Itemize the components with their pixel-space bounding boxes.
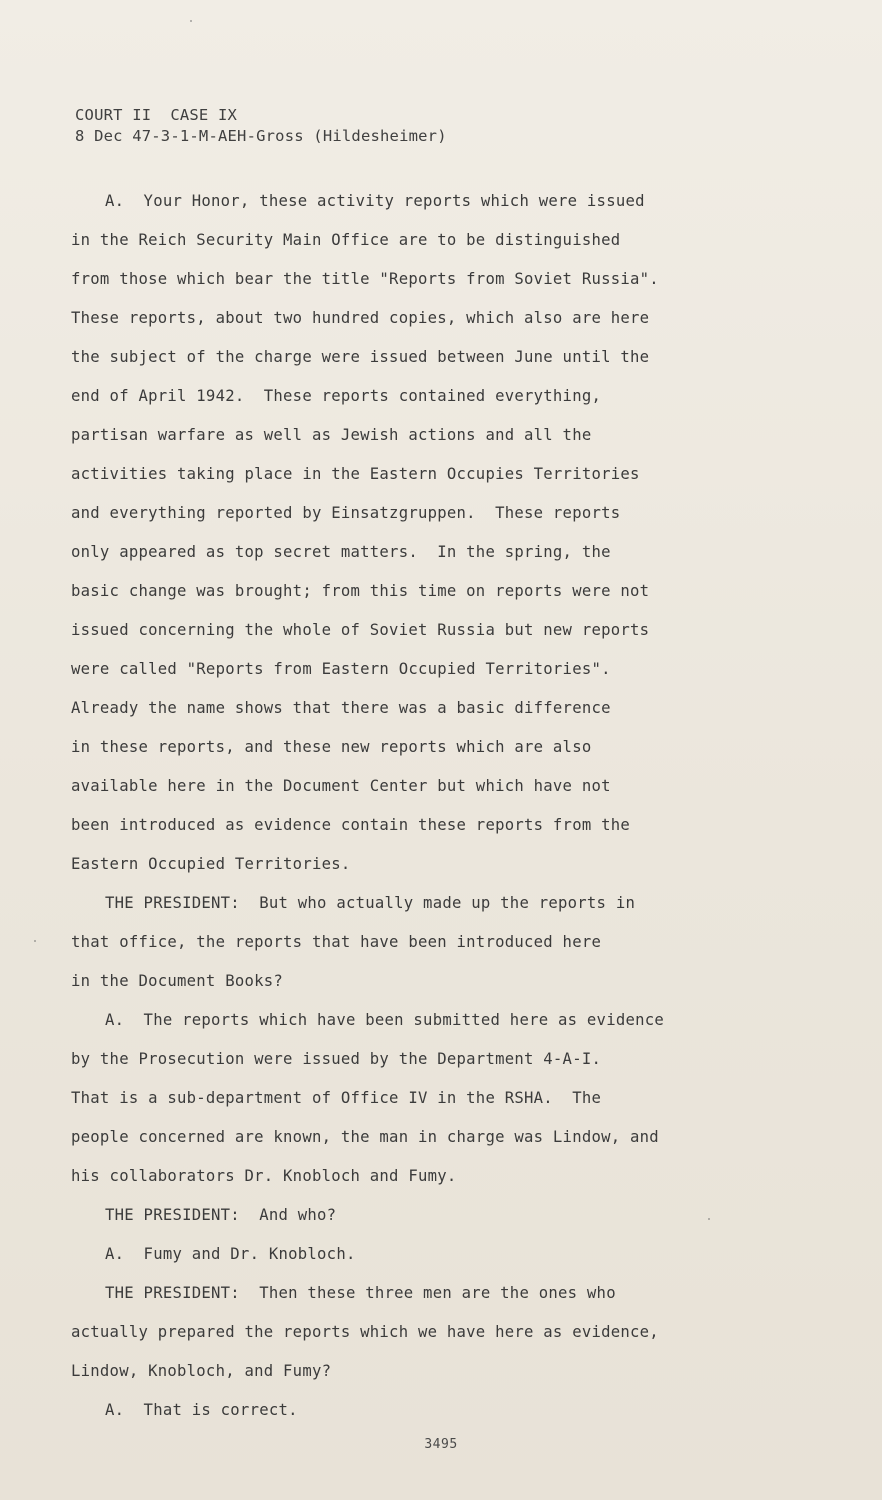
transcript-line: THE PRESIDENT: And who? xyxy=(105,1206,337,1224)
transcript-line: basic change was brought; from this time on reports were not xyxy=(71,582,650,600)
transcript-line: in the Reich Security Main Office are to be distinguished xyxy=(71,231,621,249)
transcript-line: by the Prosecution were issued by the Department 4-A-I. xyxy=(71,1050,602,1068)
transcript-line: his collaborators Dr. Knobloch and Fumy. xyxy=(71,1167,457,1185)
transcript-line: people concerned are known, the man in charge was Lindow, and xyxy=(71,1128,659,1146)
transcript-line: THE PRESIDENT: Then these three men are the ones who xyxy=(105,1284,616,1302)
transcript-line: were called "Reports from Eastern Occupied Territories". xyxy=(71,660,611,678)
transcript-line: A. The reports which have been submitted here as evidence xyxy=(105,1011,665,1029)
transcript-line: A. Fumy and Dr. Knobloch. xyxy=(105,1245,356,1263)
transcript-line: end of April 1942. These reports contained everything, xyxy=(71,387,602,405)
transcript-line: activities taking place in the Eastern Occupies Territories xyxy=(71,465,640,483)
date-reference-line: 8 Dec 47-3-1-M-AEH-Gross (Hildesheimer) xyxy=(75,127,447,145)
transcript-line: Lindow, Knobloch, and Fumy? xyxy=(71,1362,332,1380)
paper-speck xyxy=(190,20,192,22)
transcript-line: and everything reported by Einsatzgruppen. These reports xyxy=(71,504,621,522)
transcript-line: A. That is correct. xyxy=(105,1401,298,1419)
transcript-line: These reports, about two hundred copies, which also are here xyxy=(71,309,650,327)
paper-speck xyxy=(34,940,36,942)
transcript-line: issued concerning the whole of Soviet Russia but new reports xyxy=(71,621,650,639)
transcript-line: available here in the Document Center but which have not xyxy=(71,777,611,795)
document-header xyxy=(75,105,447,147)
transcript-line: THE PRESIDENT: But who actually made up the reports in xyxy=(105,894,636,912)
transcript-line: That is a sub-department of Office IV in the RSHA. The xyxy=(71,1089,602,1107)
transcript-line: Already the name shows that there was a basic difference xyxy=(71,699,611,717)
transcript-line: Eastern Occupied Territories. xyxy=(71,855,351,873)
transcript-line: only appeared as top secret matters. In the spring, the xyxy=(71,543,611,561)
transcript-line: been introduced as evidence contain these reports from the xyxy=(71,816,631,834)
transcript-line: in these reports, and these new reports which are also xyxy=(71,738,592,756)
page-number: 3495 xyxy=(424,1437,458,1452)
court-case-line: COURT II CASE IX xyxy=(75,106,238,124)
transcript-line: the subject of the charge were issued between June until the xyxy=(71,348,650,366)
transcript-line: from those which bear the title "Reports from Soviet Russia". xyxy=(71,270,659,288)
transcript-body xyxy=(71,182,801,1430)
transcript-line: partisan warfare as well as Jewish actions and all the xyxy=(71,426,592,444)
transcript-line: that office, the reports that have been introduced here xyxy=(71,933,602,951)
paper-speck xyxy=(708,1218,710,1220)
transcript-line: actually prepared the reports which we have here as evidence, xyxy=(71,1323,659,1341)
transcript-line: A. Your Honor, these activity reports which were issued xyxy=(105,192,645,210)
transcript-line: in the Document Books? xyxy=(71,972,284,990)
